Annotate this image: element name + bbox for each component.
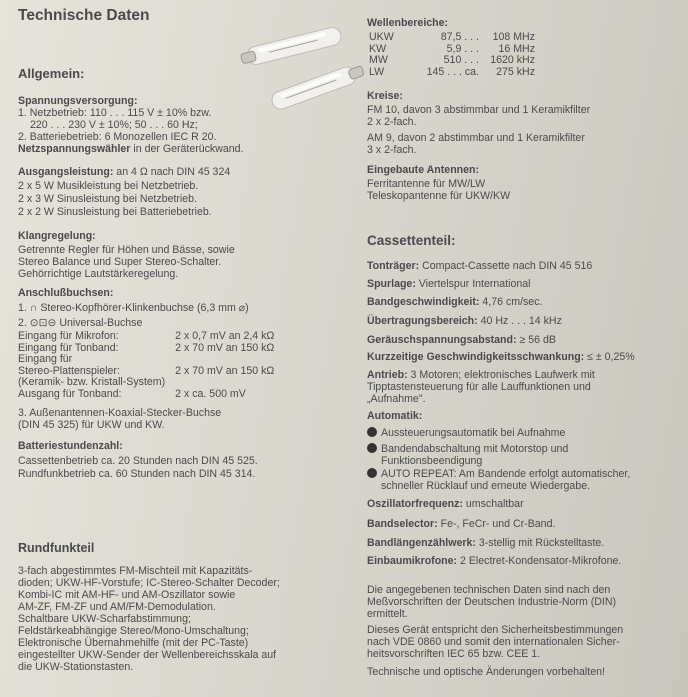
automatik-item-3b: schneller Rücklauf und erneute Wiedergabe.	[381, 480, 591, 492]
uebertragungsbereich-line: Übertragungsbereich: 40 Hz . . . 14 kHz	[367, 315, 562, 327]
antrieb-line-2: Tipptastensteuerung für alle Lauffunktionen und	[367, 381, 591, 393]
anschluss-3-line-1: 3. Außenantennen-Koaxial-Stecker-Buchse	[18, 407, 222, 419]
band-to: 108 MHz	[492, 31, 535, 43]
bandgeschwindigkeit-line: Bandgeschwindigkeit: 4,76 cm/sec.	[367, 296, 543, 308]
ausgang-line-1: 2 x 5 W Musikleistung bei Netzbetrieb.	[18, 180, 199, 192]
rund-line-1: 3-fach abgestimmtes FM-Mischteil mit Kapazitäts-	[18, 565, 253, 577]
bandlaenge-line: Bandlängenzählwerk: 3-stellig mit Rückstelltaste.	[367, 537, 605, 549]
eingang-value: 2 x ca. 500 mV	[175, 387, 246, 400]
kreise-line-2: 2 x 2-fach.	[367, 116, 417, 128]
band-name: MW	[369, 54, 388, 67]
bullet-icon	[367, 468, 377, 478]
band-to: 1620 kHz	[490, 54, 535, 67]
geraeuschspannung-line: Geräuschspannungsabstand: ≥ 56 dB	[367, 334, 556, 346]
anschluss-2: 2. ⊙⊡⊝ Universal-Buchse	[18, 317, 143, 329]
tontraeger-line: Tonträger: Compact-Cassette nach DIN 45 516	[367, 260, 593, 272]
kreise-line-4: 3 x 2-fach.	[367, 144, 417, 156]
kreise-line-1: FM 10, davon 3 abstimmbar und 1 Keramikfilter	[367, 104, 591, 116]
rund-line-9: die UKW-Stationstasten.	[18, 661, 134, 673]
footnote-1-line-2: Meßvorschriften der Deutschen Industrie-Norm (DIN)	[367, 596, 617, 608]
band-from: 5,9 . . .	[446, 42, 479, 55]
heading-wellen: Wellenbereiche:	[367, 17, 449, 29]
section-allgemein: Allgemein:	[18, 66, 85, 81]
band-to: 16 MHz	[498, 42, 535, 55]
rund-line-8: eingestellter UKW-Sender der Wellenbereichsskala auf	[18, 649, 277, 661]
bandselector-line: Bandselector: Fe-, FeCr- und Cr-Band.	[367, 518, 556, 530]
spannung-line-2: 220 . . . 230 V ± 10%; 50 . . . 60 Hz;	[30, 119, 198, 131]
heading-batterie: Batteriestundenzahl:	[18, 440, 123, 452]
heading-anschluss: Anschlußbuchsen:	[18, 287, 114, 299]
automatik-item-2: Bandendabschaltung mit Motorstop und	[367, 443, 568, 455]
heading-automatik: Automatik:	[367, 410, 423, 422]
eingang-label: Eingang für Mikrofon:	[18, 330, 119, 342]
eingang-row	[18, 331, 284, 343]
klang-line-2: Stereo Balance und Super Stereo-Schalter.	[18, 256, 222, 268]
band-name: LW	[369, 65, 385, 78]
footnote-2-line-3: heitsvorschriften IEC 65 bzw. CEE 1.	[367, 648, 541, 660]
batterie-line-1: Cassettenbetrieb ca. 20 Stunden nach DIN 45 525.	[18, 455, 258, 467]
einbaumikrofone-line: Einbaumikrofone: 2 Electret-Kondensator-Mikrofone.	[367, 555, 622, 567]
klang-line-1: Getrennte Regler für Höhen und Bässe, sowie	[18, 244, 235, 256]
ausgang-line: Ausgangsleistung: an 4 Ω nach DIN 45 324	[18, 166, 231, 178]
rund-line-6: Feldstärkeabhängige Stereo/Mono-Umschaltung;	[18, 625, 249, 637]
footnote-2-line-2: nach VDE 0860 und somit den internationalen Sicher-	[367, 636, 620, 648]
ausgang-line-3: 2 x 2 W Sinusleistung bei Batteriebetrieb.	[18, 206, 212, 218]
band-from: 510 . . .	[443, 54, 479, 67]
eingang-label: Stereo-Plattenspieler:	[18, 364, 120, 377]
wellen-table	[369, 32, 539, 78]
eingang-label: (Keramik- bzw. Kristall-System)	[18, 376, 166, 389]
eingang-value: 2 x 70 mV an 150 kΩ	[175, 364, 275, 377]
eingang-label: Eingang für Tonband:	[18, 341, 119, 354]
footnote-1-line-1: Die angegebenen technischen Daten sind nach den	[367, 584, 611, 596]
eingang-table	[18, 331, 284, 401]
eingang-value: 2 x 0,7 mV an 2,4 kΩ	[175, 330, 275, 342]
glass-lamp-image-bottom	[262, 58, 372, 118]
automatik-item-3: AUTO REPEAT: Am Bandende erfolgt automatischer,	[367, 468, 630, 480]
antrieb-line-3: „Aufnahme".	[367, 393, 426, 405]
eingang-row	[18, 389, 284, 401]
heading-antennen: Eingebaute Antennen:	[367, 164, 480, 176]
batterie-line-2: Rundfunkbetrieb ca. 60 Stunden nach DIN 45 314.	[18, 468, 256, 480]
wellen-row	[369, 32, 539, 44]
eingang-value: 2 x 70 mV an 150 kΩ	[175, 341, 275, 354]
spurlage-line: Spurlage: Viertelspur International	[367, 278, 531, 290]
bullet-icon	[367, 443, 377, 453]
antrieb-line: Antrieb: 3 Motoren; elektronisches Laufwerk mit	[367, 369, 595, 381]
wellen-row	[369, 67, 539, 79]
bullet-icon	[367, 427, 377, 437]
section-cassettenteil: Cassettenteil:	[367, 233, 456, 248]
anschluss-1: 1. ∩ Stereo-Kopfhörer-Klinkenbuchse (6,3 mm ⌀)	[18, 302, 249, 314]
kreise-line-3: AM 9, davon 2 abstimmbar und 1 Keramikfilter	[367, 132, 585, 144]
rund-line-3: Kombi-IC mit AM-HF- und AM-Oszillator sowie	[18, 589, 236, 601]
band-from: 87,5 . . .	[440, 31, 479, 43]
spannung-line-3: 2. Batteriebetrieb: 6 Monozellen IEC R 20.	[18, 131, 217, 143]
footnote-2-line-1: Dieses Gerät entspricht den Sicherheitsbestimmungen	[367, 624, 624, 636]
footnote-3: Technische und optische Änderungen vorbehalten!	[367, 666, 605, 678]
band-to: 275 kHz	[496, 65, 535, 78]
anschluss-3-line-2: (DIN 45 325) für UKW und KW.	[18, 419, 165, 431]
oszillator-line: Oszillatorfrequenz: umschaltbar	[367, 498, 524, 510]
ausgang-line-2: 2 x 3 W Sinusleistung bei Netzbetrieb.	[18, 193, 198, 205]
rund-line-7: Elektronische Übernahmehilfe (mit der PC-Taste)	[18, 637, 249, 649]
heading-kreise: Kreise:	[367, 90, 403, 102]
antennen-line-1: Ferritantenne für MW/LW	[367, 178, 486, 190]
netzwaehler-line: Netzspannungswähler in der Geräterückwand.	[18, 143, 244, 155]
automatik-item-1: Aussteuerungsautomatik bei Aufnahme	[367, 427, 565, 439]
automatik-item-2b: Funktionsbeendigung	[381, 455, 483, 467]
eingang-label: Eingang für	[18, 353, 73, 366]
band-from: 145 . . . ca.	[426, 65, 479, 78]
rund-line-5: Schaltbare UKW-Scharfabstimmung;	[18, 613, 191, 625]
eingang-label: Ausgang für Tonband:	[18, 387, 122, 400]
klang-line-3: Gehörrichtige Lautstärkeregelung.	[18, 268, 179, 280]
spannung-line-1: 1. Netzbetrieb: 110 . . . 115 V ± 10% bzw.	[18, 107, 212, 119]
page-title: Technische Daten	[18, 7, 150, 24]
footnote-1-line-3: ermittelt.	[367, 608, 408, 620]
heading-klang: Klangregelung:	[18, 230, 96, 242]
rund-line-2: dioden; UKW-HF-Vorstufe; IC-Stereo-Schalter Decoder;	[18, 577, 280, 589]
antennen-line-2: Teleskopantenne für UKW/KW	[367, 190, 511, 202]
heading-spannung: Spannungsversorgung:	[18, 95, 138, 107]
gleichlauf-line: Kurzzeitige Geschwindigkeitsschwankung: ≤ ± 0,25%	[367, 351, 635, 363]
band-name: KW	[369, 42, 387, 55]
rund-line-4: AM-ZF, FM-ZF und AM/FM-Demodulation.	[18, 601, 216, 613]
band-name: UKW	[369, 31, 394, 43]
section-rundfunkteil: Rundfunkteil	[18, 541, 95, 555]
